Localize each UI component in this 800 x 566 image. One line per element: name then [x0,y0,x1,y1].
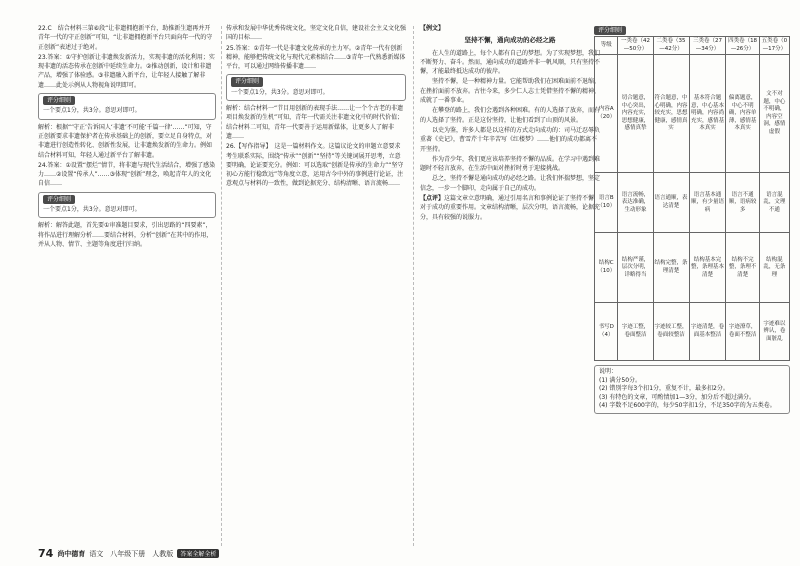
table-cell: 语言混乱，文理不通 [759,173,789,233]
rubric-panel [594,26,790,436]
table-header: 一类卷（42—50分） [618,37,653,55]
answer-22: 22.C 结合材料三第⑥段“让非遗拥抱新平台，助推新生遗再并开青年一代的守正创新”可知，“让非遗拥抱新平台只面向年一代的守正创新”表述过于绝对。 [38,25,213,51]
table-cell: 字迹工整，卷面整洁 [618,303,653,361]
box-text: 一个要点1分，共3分。意思对即可。 [43,107,141,115]
column-1 [38,24,216,554]
rubric-table [594,36,790,361]
explanation: 解析：根据“‘守正’告诉国人‘非遗’不可能‘千篇一律’……”可知，守正创新要求非遗保护者在传承基础上的创新，要立足自身特点，对非遗进行创造性转化、创新性发展，让非遗焕发新的生命力。例如结合材料可知，年轻人通过新平台了解非遗。 [38,123,213,159]
box-title: 评分细则 [43,195,75,204]
page-footer [38,547,219,560]
table-cell: 结构混乱，无条理 [759,233,789,303]
row-label: 内容A（20） [595,55,618,173]
table-cell: 语言不通顺，语病较多 [726,173,759,233]
continued-text: 传承和发展中华优秀传统文化，坚定文化自信，建设社会主义文化强国的目标…… [226,25,406,42]
table-header: 等级 [595,37,618,55]
example-label: 【例文】 [420,25,445,32]
table-cell: 符合题意，中心明确，内容较充实，思想健康，感情真实 [653,55,689,173]
rubric-title: 评分细则 [594,26,626,35]
essay-paragraph: 总之，坚持不懈是通向成功的必经之路。让我们怀揣梦想，坚定信念，一步一个脚印，走向属于自己的成功。 [420,175,600,192]
table-header: 五类卷（0—17分） [759,37,789,55]
table-header-row [595,37,790,55]
scoring-box [38,93,216,120]
answer-23: 23.答案：①守护创新让非遗焕发新活力，实现非遗的活化利用；实现非遗的活态传承在创新中延续生命力。②推动创新，设计和非遗产品，增强了体验感。③非遗融入新平台，让年轻人接触了解非遗……此处示例从人物视角说明即可。 [38,53,215,89]
essay-paragraph: 坚持不懈，是一种精神力量。它能帮助我们在困难面前不退缩，在挫折面前不放弃。古往今来，多少仁人志士凭借坚持不懈的精神，成就了一番事业。 [420,78,600,105]
essay-title: 坚持不懈，通向成功的必经之路 [464,36,556,45]
table-header: 三类卷（27—34分） [689,37,726,55]
note-item: (4) 字数不足600字的，每少50字扣1分，不足350字的为五类卷。 [599,402,776,410]
answer-badge: 答案全解全析 [177,549,219,558]
column-3 [420,24,600,554]
row-label: 语言B（10） [595,173,618,233]
comment [420,194,600,222]
explanation: 解析：解答此题，首先要①审准题目要求，引出思路的“四要素”，将作品进行理解分析……要结合材料，分析“创新”在其中的作用，并从人物、情节、主题等角度进行归纳。 [38,222,213,248]
row-label: 书写D（4） [595,303,618,361]
answer-24: 24.答案：①设置“摆烂”情节，将非遗与现代生活结合，增强了感染力……②设置“传承人”……③体现“创新”理念，唤起青年人的文化自信…… [38,161,216,188]
table-cell: 偏离题意，中心不明确，内容单薄，感情基本真实 [726,55,759,173]
table-cell: 字迹较工整，卷面较整洁 [653,303,689,361]
table-cell: 语言基本通顺，有少量语病 [689,173,726,233]
notes-title: 说明： [599,368,618,376]
page-number: 74 [38,547,54,560]
table-cell: 结构不完整，条理不清楚 [726,233,759,303]
column-2 [226,24,406,554]
column-divider [413,26,414,546]
table-header: 二类卷（35—42分） [653,37,689,55]
table-cell: 语言流畅，表达准确，生动形象 [618,173,653,233]
table-row [595,173,790,233]
table-cell: 语言通顺，表达清楚 [653,173,689,233]
table-cell: 结构完整，条理清楚 [653,233,689,303]
table-row [595,233,790,303]
table-row [595,55,790,173]
note-item: (3) 有特色的文章，可酌情加1—3分，加分后不超过满分。 [599,393,756,401]
answer-25: 25.答案：①青年一代是非遗文化传承的主力军。②青年一代有创新精神，能够把传统文化与现代元素相结合……③青年一代熟悉新媒体平台，可以通过网络传播非遗…… [226,44,406,71]
subject-info: 语文 八年级下册 人教版 [89,549,174,558]
table-cell: 结构基本完整，条理基本清楚 [689,233,726,303]
essay-paragraph: 在人生的道路上，每个人都有自己的梦想。为了实现梦想，我们不断努力、奋斗。然而，通向成功的道路并非一帆风顺，只有坚持不懈，才能最终抵达成功的彼岸。 [420,49,600,76]
row-label: 结构C（10） [595,233,618,303]
essay-paragraph: 在攀登的路上，我们会遇到各种困难。有的人选择了放弃，而有的人选择了坚持。正是这份坚持，让他们看到了山顶的风景。 [420,107,600,124]
brand-name: 尚中德育 [57,549,86,558]
scoring-box [38,192,216,219]
box-text: 一个要点1分，共3分。意思对即可。 [231,88,329,96]
essay-paragraph: 以史为鉴，许多人都是以这样的方式走向成功的：司马迁忍辱负重著《史记》，曹雪芹十年辛苦写《红楼梦》……他们的成功都离不开坚持。 [420,126,600,153]
essay-paragraph: 作为青少年，我们更应该培养坚持不懈的品质。在学习中遇到难题时不轻言放弃，在生活中面对挫折时勇于迎接挑战。 [420,155,600,173]
box-text: 一个要点1分，共3分。意思对即可。 [43,206,141,214]
box-title: 评分细则 [43,96,75,105]
table-cell: 字迹潦草，卷面不整洁 [726,303,759,361]
table-row [595,303,790,361]
table-cell: 切合题意，中心突出，内容充实，思想健康，感情真挚 [618,55,653,173]
note-item: (2) 错别字每3个扣1分，重复不计，最多扣2分。 [599,385,729,393]
comment-text: 这篇文章立意明确，通过引用名言和事例论证了坚持不懈对于成功的重要作用。文章结构清晰，层次分明，语言流畅，论据充分，具有较强的说服力。 [420,195,600,221]
table-cell: 结构严谨，层次分明，详略得当 [618,233,653,303]
table-cell: 字迹难以辨认，卷面脏乱 [759,303,789,361]
rubric-notes [594,365,790,414]
explanation: 解析：结合材料一“节目用创新的表现手法……让一个个古老的非遗项目焕发新的生机”可知，青年一代需关注非遗文化中的时代价值；结合材料二可知，青年一代要善于运用新媒体，让更多人了解非遗…… [226,105,404,140]
answer-26: 26.【写作指导】 这是一篇材料作文。这篇议论文的审题立意要求考生联系实际，围绕“传承”“创新”“坚持”等关键词展开思考，立意要明确，论证要充分。例如：可以选取“创新是传承的生命力”“坚守初心方能行稳致远”等角度立意，运用古今中外的事例进行论证，注意观点与材料的一致性，做到论据充分、结构清晰、语言流畅…… [226,143,404,188]
table-cell: 文不对题，中心不明确，内容空洞，感情虚假 [759,55,789,173]
box-title: 评分细则 [231,77,263,86]
scoring-box [226,74,406,101]
table-cell: 字迹清楚，卷面基本整洁 [689,303,726,361]
comment-label: 【点评】 [420,195,445,203]
note-item: (1) 满分50分。 [599,376,642,384]
table-cell: 基本符合题意，中心基本明确，内容尚充实，感情基本真实 [689,55,726,173]
column-divider [221,26,222,546]
table-header: 四类卷（18—26分） [726,37,759,55]
